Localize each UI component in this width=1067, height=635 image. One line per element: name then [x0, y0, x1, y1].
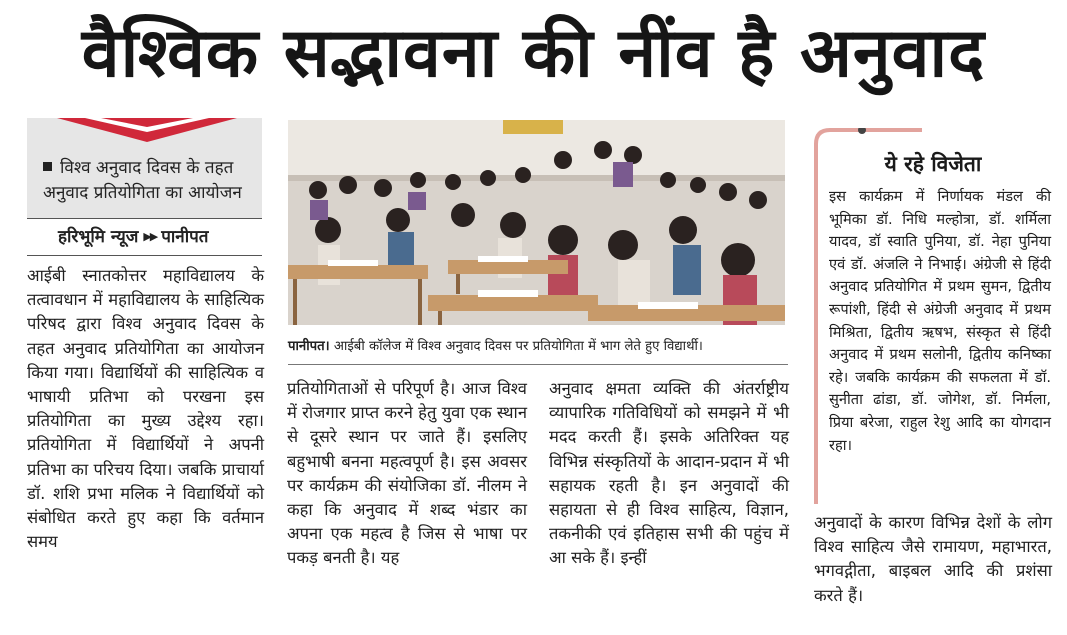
article-column-1: आईबी स्नातकोत्तर महाविद्यालय के तत्वावधान में महाविद्यालय के साहित्यिक परिषद द्वारा विश्व अनुवाद दिवस के तहत अनुवाद प्रतियोगिता का आयोजन किया गया। विद्यार्थियों की साहित्यिक व भाषायी प्रतिभा को परखना इस प्रतियोगिता का मुख्य उद्देश्य रहा। प्रतियोगिता में विद्यार्थियों ने अपनी प्रतिभा का परिचय दिया। जबकि प्राचार्या डॉ. शशि प्रभा मलिक ने विद्यार्थियों को संबोधित करते हुए कहा कि वर्तमान समय: [27, 266, 264, 552]
byline-source: हरिभूमि न्यूज: [58, 227, 139, 247]
byline-place: पानीपत: [161, 227, 209, 247]
caption-place: पानीपत।: [288, 339, 330, 354]
subhead-text: [43, 156, 258, 206]
divider: [27, 218, 262, 219]
divider: [288, 364, 788, 365]
article-column-4: अनुवादों के कारण विभिन्न देशों के लोग विश्व साहित्य जैसे रामायण, महाभारत, भगवद्गीता, बाइबल आदि की प्रशंसा करते हैं।: [814, 513, 1052, 605]
article-column-2: प्रतियोगिताओं से परिपूर्ण है। आज विश्व में रोजगार प्राप्त करने हेतु युवा एक स्थान से दूसरे स्थान पर जाते हैं। इसलिए बहुभाषी बनना महत्वपूर्ण है। इस अवसर पर कार्यक्रम की संयोजिका डॉ. नीलम ने कहा कि अनुवाद में शब्द भंडार का अपना एक महत्व है जिस से भाषा पर पकड़ बनती है। यह: [287, 379, 527, 568]
headline: वैश्विक सद्भावना की नींव है अनुवाद: [81, 14, 986, 93]
byline: [58, 224, 208, 247]
photo-caption: [288, 337, 788, 357]
subhead-box: [27, 118, 262, 218]
subhead-line-2: अनुवाद प्रतियोगिता का आयोजन: [43, 183, 242, 203]
double-arrow-icon: ▶▶: [143, 230, 157, 243]
subhead-line-1: विश्व अनुवाद दिवस के तहत: [60, 158, 234, 178]
divider: [27, 255, 262, 256]
news-photo: [288, 120, 785, 325]
classroom-students-image: [288, 120, 785, 325]
sidebar-title: ये रहे विजेता: [884, 152, 982, 176]
chevron-banner-icon: [57, 118, 237, 144]
square-bullet-icon: [43, 162, 52, 171]
article-column-3: अनुवाद क्षमता व्यक्ति की अंतर्राष्ट्रीय व्यापारिक गतिविधियों को समझने में भी मदद करती हैं। इसके अतिरिक्त यह विभिन्न संस्कृतियों के आदान-प्रदान में भी सहायक रहती है। इन अनुवादों की सहायता से ही विश्व साहित्य, विज्ञान, तकनीकी एवं इतिहास सभी की पहुंच में आ सके हैं। इन्हीं: [549, 379, 789, 568]
caption-text: आईबी कॉलेज में विश्व अनुवाद दिवस पर प्रतियोगिता में भाग लेते हुए विद्यार्थी।: [333, 339, 703, 354]
sidebar-text: इस कार्यक्रम में निर्णायक मंडल की भूमिका डॉ. निधि मल्होत्रा, डॉ. शर्मिला यादव, डॉ स्वाति पुनिया, डॉ. नेहा पुनिया एवं डॉ. अंजलि ने निभाई। अंग्रेजी से हिंदी अनुवाद प्रतियोगित में प्रथम सुमन, द्वितीय रूपांशी, हिंदी से अंग्रेजी अनुवाद में प्रथम मिश्रिता, द्वितीय ऋषभ, संस्कृत से हिंदी अनुवाद में प्रथम सलोनी, द्वितीय कनिष्का रहे। जबकि कार्यक्रम की सफलता में डॉ. सुनीता ढांडा, डॉ. जोगेश, डॉ. निर्मला, प्रिया बरेजा, राहुल रेशु आदि का योगदान रहा।: [829, 188, 1051, 454]
